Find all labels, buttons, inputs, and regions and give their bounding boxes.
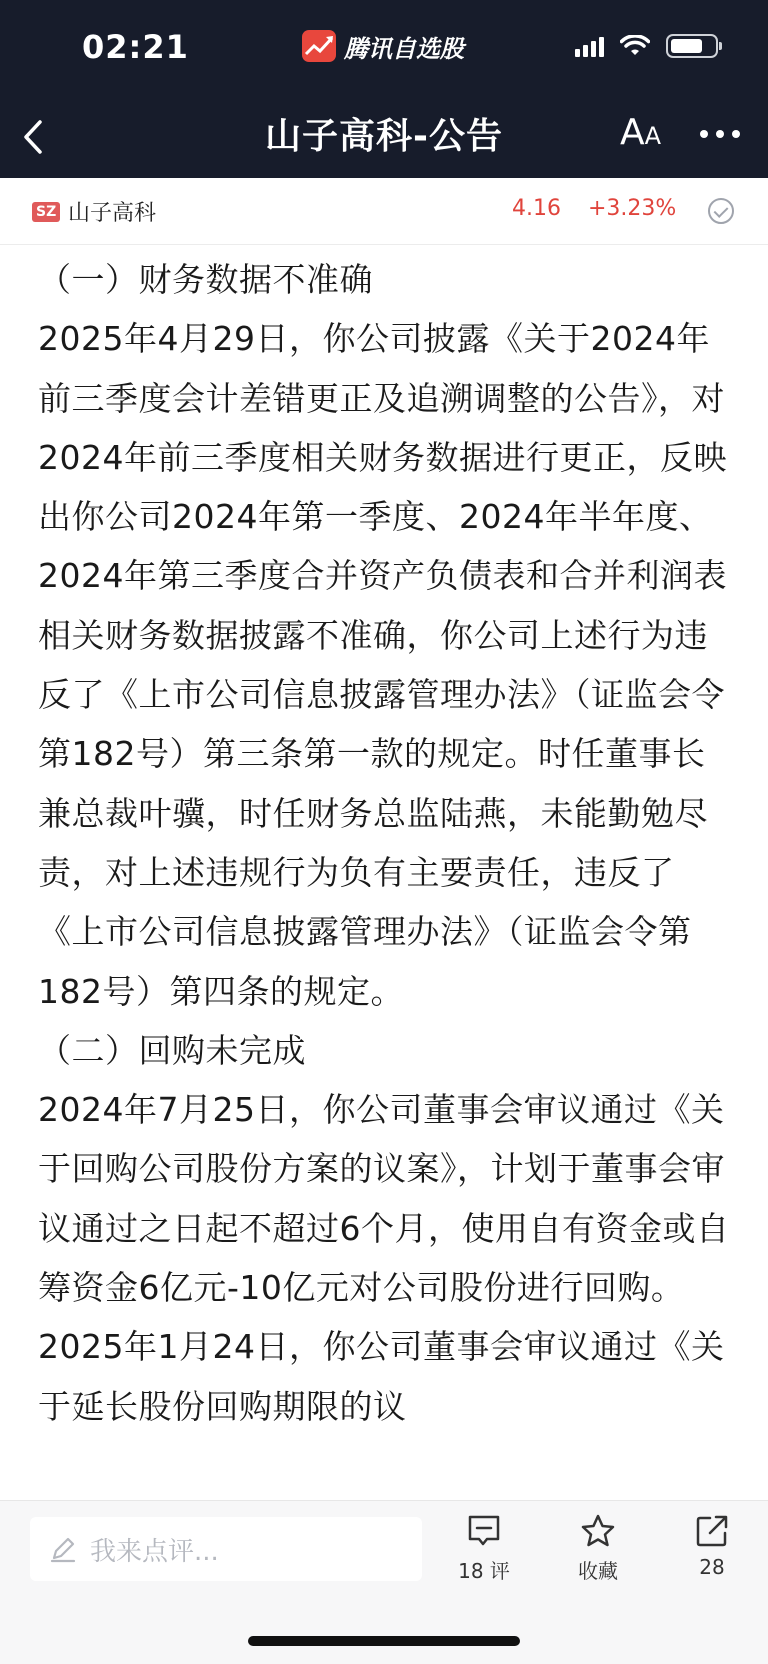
stock-change: +3.23% bbox=[588, 196, 677, 221]
font-size-icon-large: A bbox=[620, 112, 645, 153]
share-count: 28 bbox=[699, 1555, 725, 1579]
favorite-label: 收藏 bbox=[578, 1559, 618, 1583]
comments-count: 18 评 bbox=[458, 1559, 510, 1583]
article-paragraph: 2025年4月29日，你公司披露《关于2024年前三季度会计差错更正及追溯调整的公告》，对2024年前三季度相关财务数据进行更正，反映出你公司2024年第一季度、2024年半年度、2024年第三季度合并资产负债表和合并利润表相关财务数据披露不准确，你公司上述行为违反了《上市公司信息披露管理办法》（证监会令第182号）第三条第一款的规定。时任董事长兼总裁叶骥，时任财务总监陆燕，未能勤勉尽责，对上述违规行为负有主要责任，违反了《上市公司信息披露管理办法》（证监会令第182号）第四条的规定。 bbox=[38, 319, 727, 1011]
comment-input[interactable] bbox=[30, 1517, 422, 1581]
stock-price: 4.16 bbox=[512, 196, 561, 221]
more-dot-icon bbox=[732, 130, 740, 138]
app-logo-icon bbox=[302, 30, 336, 62]
cellular-signal-icon bbox=[575, 35, 604, 57]
added-check-icon[interactable] bbox=[708, 198, 734, 224]
status-icons bbox=[575, 34, 718, 58]
exchange-badge: SZ bbox=[32, 202, 60, 222]
star-icon bbox=[580, 1513, 616, 1549]
font-size-button[interactable] bbox=[620, 112, 661, 153]
wifi-icon bbox=[620, 35, 650, 57]
favorite-button[interactable] bbox=[558, 1513, 638, 1584]
pencil-icon bbox=[48, 1534, 78, 1564]
section-heading: （一）财务数据不准确 bbox=[38, 260, 373, 299]
stock-name[interactable]: 山子高科 bbox=[68, 201, 157, 226]
font-size-icon-small: A bbox=[644, 122, 662, 150]
article-paragraph: 2024年7月25日，你公司董事会审议通过《关于回购公司股份方案的议案》，计划于董事会审议通过之日起不超过6个月，使用自有资金或自筹资金6亿元-10亿元对公司股份进行回购。2025年1月24日，你公司董事会审议通过《关于延长股份回购期限的议 bbox=[38, 1090, 730, 1426]
comments-button[interactable] bbox=[444, 1513, 524, 1584]
page-title: 山子高科-公告 bbox=[265, 116, 503, 157]
announcement-body bbox=[38, 250, 738, 1436]
battery-icon bbox=[666, 34, 718, 58]
more-button[interactable] bbox=[700, 130, 740, 138]
more-dot-icon bbox=[700, 130, 708, 138]
top-bar bbox=[0, 0, 768, 178]
comment-icon bbox=[466, 1513, 502, 1549]
status-time: 02:21 bbox=[82, 28, 189, 66]
app-badge bbox=[302, 28, 464, 64]
comment-placeholder: 我来点评... bbox=[90, 1536, 219, 1567]
share-button[interactable] bbox=[672, 1513, 752, 1579]
app-name: 腾讯自选股 bbox=[344, 34, 464, 63]
home-indicator[interactable] bbox=[248, 1636, 520, 1646]
share-icon bbox=[694, 1513, 730, 1549]
section-heading: （二）回购未完成 bbox=[38, 1030, 306, 1070]
more-dot-icon bbox=[716, 130, 724, 138]
stock-row[interactable] bbox=[0, 178, 768, 245]
